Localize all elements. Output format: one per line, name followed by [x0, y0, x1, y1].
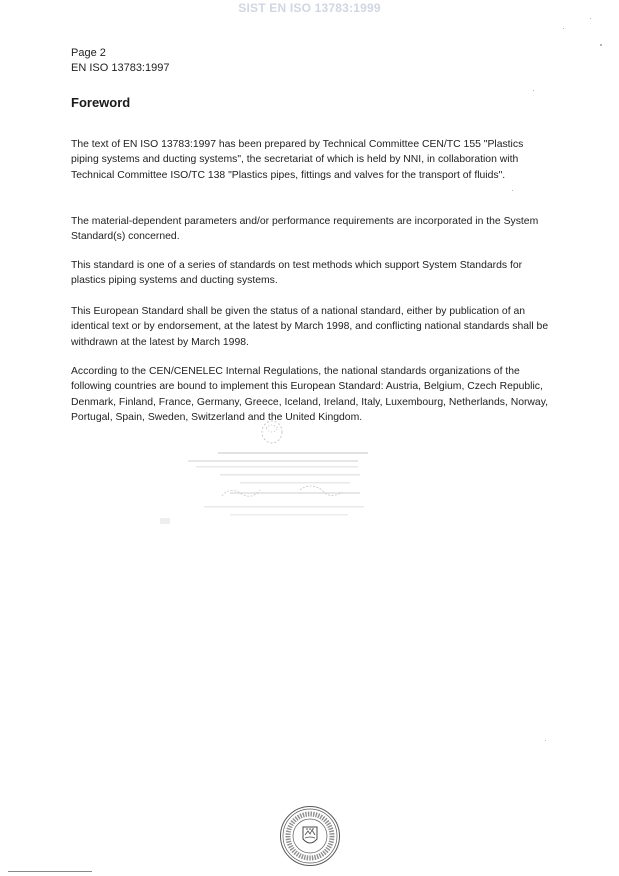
scan-speck — [545, 740, 546, 741]
foreword-paragraph: The material-dependent parameters and/or performance requirements are incorporated in the System Standard(s) concerned. — [71, 216, 539, 243]
scan-speck — [563, 28, 564, 29]
faint-stamp-mark — [160, 420, 380, 532]
page-number: Page 2 — [71, 47, 106, 59]
standard-reference: EN ISO 13783:1997 — [71, 62, 170, 74]
scan-speck — [590, 18, 591, 19]
foreword-paragraph: This European Standard shall be given the status of a national standard, either by publication of an identical text or by endorsement, at the latest by March 1998, and conflicting national standards shall be withdrawn at the latest by March 1998. — [71, 306, 549, 348]
page-header — [71, 46, 169, 76]
watermark-text: SIST EN ISO 13783:1999 — [238, 1, 381, 15]
footer-rule — [8, 871, 92, 872]
scan-speck — [600, 44, 602, 46]
foreword-paragraph: This standard is one of a series of standards on test methods which support System Standards for plastics piping systems and ducting systems. — [71, 260, 523, 287]
institution-seal — [279, 805, 341, 867]
foreword-paragraph: The text of EN ISO 13783:1997 has been prepared by Technical Committee CEN/TC 155 "Plastics piping systems and ducting systems", the secretariat of which is held by NNI, in collaboration with Technical Committee ISO/TC 138 "Plastics pipes, fittings and valves for the transport of fluids". — [71, 139, 524, 181]
scan-speck — [533, 90, 534, 91]
foreword-heading: Foreword — [71, 95, 131, 110]
scan-speck — [512, 190, 513, 191]
foreword-paragraph: According to the CEN/CENELEC Internal Regulations, the national standards organizations of the following countries are bound to implement this European Standard: Austria, Belgium, Czech Republic, Denmark, Finland, France, Germany, Greece, Iceland, Ireland, Italy, Luxembourg, Netherlands, Norway, Portugal, Spain, Sweden, Switzerland and the United Kingdom. — [71, 366, 549, 423]
